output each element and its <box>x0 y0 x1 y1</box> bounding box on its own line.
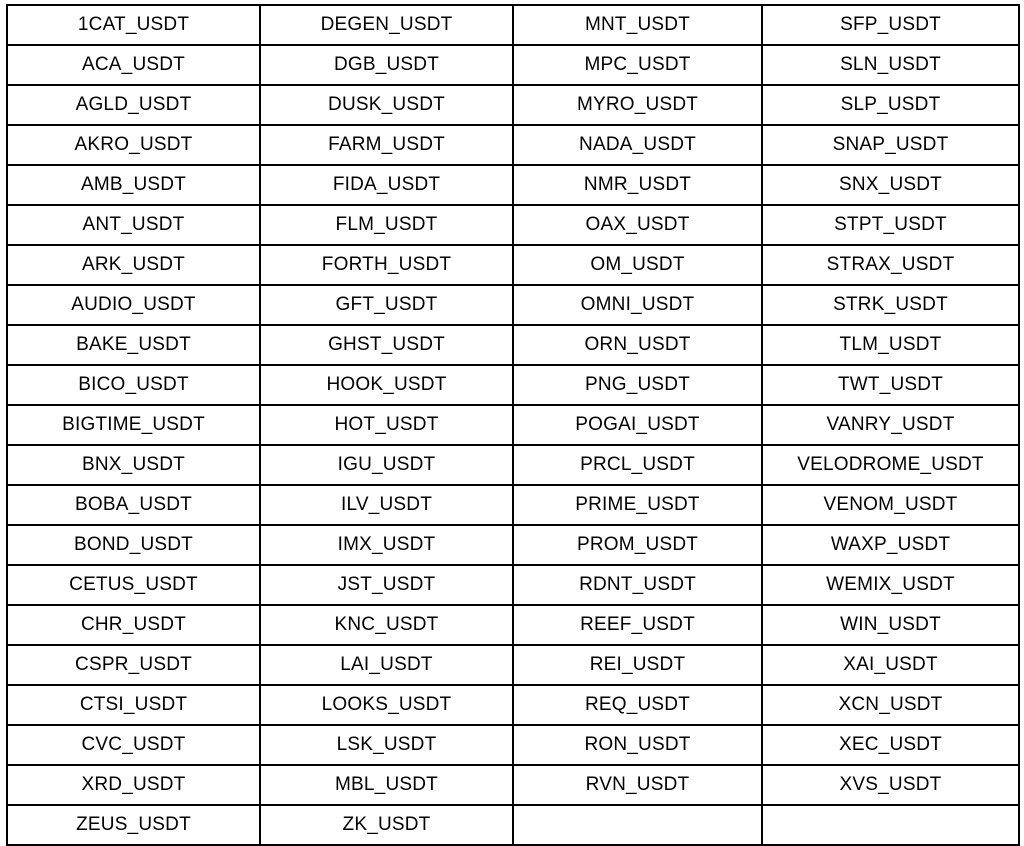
symbol-cell[interactable]: PRIME_USDT <box>513 485 762 525</box>
symbol-cell[interactable]: DEGEN_USDT <box>260 5 513 45</box>
table-row <box>7 5 1019 45</box>
symbol-cell[interactable]: HOOK_USDT <box>260 365 513 405</box>
table-row <box>7 445 1019 485</box>
symbol-cell[interactable]: VELODROME_USDT <box>762 445 1019 485</box>
symbol-cell[interactable]: RON_USDT <box>513 725 762 765</box>
symbol-cell[interactable]: ZEUS_USDT <box>7 805 260 845</box>
symbol-cell[interactable]: ARK_USDT <box>7 245 260 285</box>
symbol-cell[interactable]: PRCL_USDT <box>513 445 762 485</box>
symbol-cell[interactable]: DUSK_USDT <box>260 85 513 125</box>
symbol-cell[interactable]: GHST_USDT <box>260 325 513 365</box>
symbol-cell[interactable]: TLM_USDT <box>762 325 1019 365</box>
symbol-cell[interactable]: LOOKS_USDT <box>260 685 513 725</box>
symbol-cell[interactable]: OMNI_USDT <box>513 285 762 325</box>
table-row <box>7 285 1019 325</box>
symbol-cell[interactable]: BOND_USDT <box>7 525 260 565</box>
symbol-cell[interactable]: FIDA_USDT <box>260 165 513 205</box>
symbol-cell[interactable]: NMR_USDT <box>513 165 762 205</box>
table-row <box>7 485 1019 525</box>
symbol-cell[interactable]: TWT_USDT <box>762 365 1019 405</box>
symbol-cell[interactable]: LSK_USDT <box>260 725 513 765</box>
table-row <box>7 85 1019 125</box>
symbol-cell[interactable]: BIGTIME_USDT <box>7 405 260 445</box>
symbol-cell[interactable]: CTSI_USDT <box>7 685 260 725</box>
symbol-cell[interactable]: XCN_USDT <box>762 685 1019 725</box>
symbol-cell[interactable]: IMX_USDT <box>260 525 513 565</box>
symbol-cell[interactable]: AUDIO_USDT <box>7 285 260 325</box>
symbol-cell[interactable]: 1CAT_USDT <box>7 5 260 45</box>
trading-pairs-table <box>6 4 1020 846</box>
symbol-cell[interactable]: STPT_USDT <box>762 205 1019 245</box>
symbol-cell[interactable]: CSPR_USDT <box>7 645 260 685</box>
symbol-cell[interactable]: FLM_USDT <box>260 205 513 245</box>
symbol-cell[interactable]: SFP_USDT <box>762 5 1019 45</box>
symbol-cell[interactable]: NADA_USDT <box>513 125 762 165</box>
symbol-cell[interactable]: MNT_USDT <box>513 5 762 45</box>
table-row <box>7 765 1019 805</box>
symbol-cell[interactable]: BICO_USDT <box>7 365 260 405</box>
symbol-cell[interactable]: LAI_USDT <box>260 645 513 685</box>
symbol-cell[interactable]: VANRY_USDT <box>762 405 1019 445</box>
symbol-cell[interactable]: WIN_USDT <box>762 605 1019 645</box>
symbol-cell[interactable]: AGLD_USDT <box>7 85 260 125</box>
symbol-cell[interactable]: BOBA_USDT <box>7 485 260 525</box>
symbol-cell[interactable]: MPC_USDT <box>513 45 762 85</box>
symbol-cell[interactable]: CHR_USDT <box>7 605 260 645</box>
symbol-cell[interactable]: IGU_USDT <box>260 445 513 485</box>
symbol-cell[interactable]: CETUS_USDT <box>7 565 260 605</box>
symbol-cell[interactable]: RVN_USDT <box>513 765 762 805</box>
symbol-cell[interactable]: FARM_USDT <box>260 125 513 165</box>
symbol-cell[interactable]: ILV_USDT <box>260 485 513 525</box>
symbol-cell[interactable]: XRD_USDT <box>7 765 260 805</box>
symbol-cell[interactable]: WAXP_USDT <box>762 525 1019 565</box>
table-body <box>7 5 1019 845</box>
symbol-cell[interactable]: SLP_USDT <box>762 85 1019 125</box>
symbol-cell[interactable]: GFT_USDT <box>260 285 513 325</box>
symbol-cell[interactable]: ORN_USDT <box>513 325 762 365</box>
symbol-cell[interactable]: SNX_USDT <box>762 165 1019 205</box>
symbol-cell[interactable]: BAKE_USDT <box>7 325 260 365</box>
symbol-cell[interactable]: WEMIX_USDT <box>762 565 1019 605</box>
table-row <box>7 525 1019 565</box>
table-row <box>7 645 1019 685</box>
symbol-cell[interactable]: BNX_USDT <box>7 445 260 485</box>
symbol-cell[interactable]: PROM_USDT <box>513 525 762 565</box>
symbol-cell[interactable]: ZK_USDT <box>260 805 513 845</box>
symbol-cell[interactable]: KNC_USDT <box>260 605 513 645</box>
symbol-cell[interactable]: DGB_USDT <box>260 45 513 85</box>
table-row <box>7 365 1019 405</box>
symbol-cell[interactable]: SNAP_USDT <box>762 125 1019 165</box>
symbol-cell[interactable]: PNG_USDT <box>513 365 762 405</box>
symbol-cell[interactable]: OAX_USDT <box>513 205 762 245</box>
symbol-cell[interactable]: XAI_USDT <box>762 645 1019 685</box>
symbol-cell[interactable]: AMB_USDT <box>7 165 260 205</box>
table-row <box>7 605 1019 645</box>
symbol-cell[interactable]: REQ_USDT <box>513 685 762 725</box>
table-row <box>7 165 1019 205</box>
table-row <box>7 805 1019 845</box>
table-row <box>7 245 1019 285</box>
table-row <box>7 205 1019 245</box>
symbol-cell[interactable]: REI_USDT <box>513 645 762 685</box>
symbol-cell[interactable]: ACA_USDT <box>7 45 260 85</box>
table-row <box>7 405 1019 445</box>
table-row <box>7 45 1019 85</box>
symbol-cell[interactable]: VENOM_USDT <box>762 485 1019 525</box>
symbol-cell[interactable]: RDNT_USDT <box>513 565 762 605</box>
symbol-cell[interactable]: AKRO_USDT <box>7 125 260 165</box>
symbol-cell[interactable]: CVC_USDT <box>7 725 260 765</box>
symbol-cell[interactable]: FORTH_USDT <box>260 245 513 285</box>
symbol-cell[interactable]: STRAX_USDT <box>762 245 1019 285</box>
symbol-cell[interactable]: HOT_USDT <box>260 405 513 445</box>
symbol-cell[interactable]: OM_USDT <box>513 245 762 285</box>
symbol-cell[interactable]: XVS_USDT <box>762 765 1019 805</box>
symbol-cell[interactable]: MBL_USDT <box>260 765 513 805</box>
symbol-cell[interactable]: MYRO_USDT <box>513 85 762 125</box>
symbol-cell[interactable]: JST_USDT <box>260 565 513 605</box>
empty-cell <box>513 805 762 845</box>
empty-cell <box>762 805 1019 845</box>
symbol-cell[interactable]: SLN_USDT <box>762 45 1019 85</box>
table-row <box>7 685 1019 725</box>
symbol-cell[interactable]: POGAI_USDT <box>513 405 762 445</box>
symbol-cell[interactable]: REEF_USDT <box>513 605 762 645</box>
symbol-cell[interactable]: XEC_USDT <box>762 725 1019 765</box>
table-row <box>7 565 1019 605</box>
table-row <box>7 725 1019 765</box>
table-row <box>7 325 1019 365</box>
table-row <box>7 125 1019 165</box>
symbol-cell[interactable]: ANT_USDT <box>7 205 260 245</box>
symbol-cell[interactable]: STRK_USDT <box>762 285 1019 325</box>
